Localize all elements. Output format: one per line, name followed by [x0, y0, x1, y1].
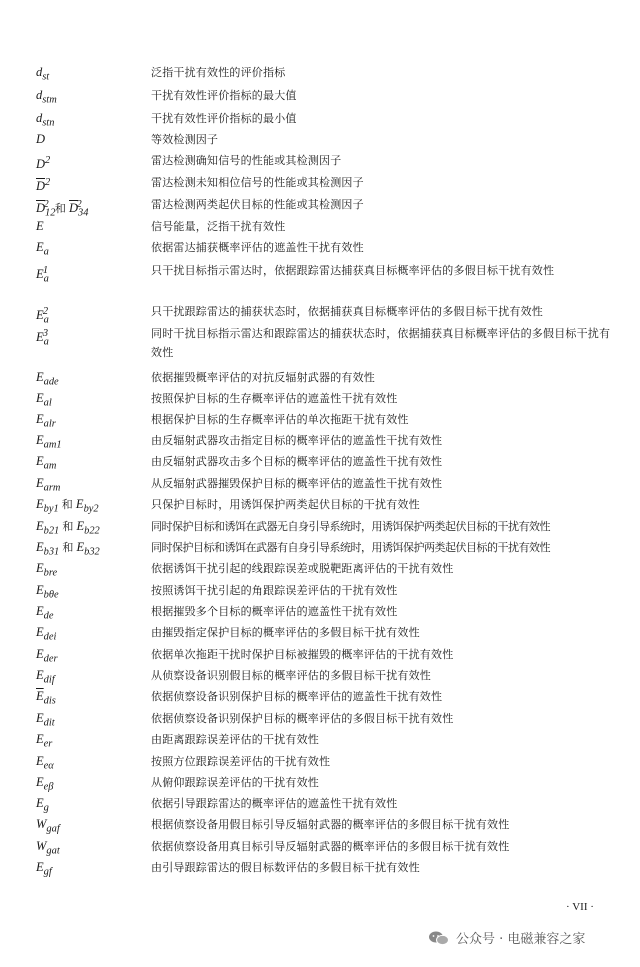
symbol: $E_{alr}$ — [36, 412, 56, 430]
description: 按照保护目标的生存概率评估的遮盖性干扰有效性 — [151, 392, 398, 405]
symbol: $E_{al}$ — [36, 391, 52, 409]
description: 根据摧毁多个目标的概率评估的遮盖性干扰有效性 — [151, 605, 398, 618]
symbol: $d_{stn}$ — [36, 111, 55, 129]
description: 按照诱饵干扰引起的角跟踪误差评估的干扰有效性 — [151, 584, 398, 597]
description: 雷达检测确知信号的性能或其检测因子 — [151, 154, 342, 167]
description: 由反辐射武器攻击指定目标的概率评估的遮盖性干扰有效性 — [151, 434, 443, 447]
watermark-text: 公众号 · 电磁兼容之家 — [456, 932, 586, 947]
description: 只干扰跟踪雷达的捕获状态时，依据捕获真目标概率评估的多假目标干扰有效性 — [151, 305, 543, 318]
description: 由引导跟踪雷达的假目标数评估的多假目标干扰有效性 — [151, 861, 420, 874]
symbol: $D^2$ — [36, 155, 51, 172]
description: 干扰有效性评价指标的最小值 — [151, 112, 297, 125]
symbol: $E_{arm}$ — [36, 476, 61, 494]
description: 根据侦察设备用假目标引导反辐射武器的概率评估的多假目标干扰有效性 — [151, 818, 510, 831]
symbol: $E_{der}$ — [36, 647, 58, 665]
description: 雷达检测未知相位信号的性能或其检测因子 — [151, 176, 364, 189]
wechat-icon — [428, 930, 450, 946]
description: 依据雷达捕获概率评估的遮盖性干扰有效性 — [151, 241, 364, 254]
description: 同时保护目标和诱饵在武器有自身引导系统时，用诱饵保护两类起伏目标的干扰有效性 — [151, 541, 550, 554]
description: 依据单次拖距干扰时保护目标被摧毁的概率评估的干扰有效性 — [151, 648, 454, 661]
symbol: $E_{b31}$ 和 $E_{b32}$ — [36, 540, 100, 558]
description: 依据诱饵干扰引起的线跟踪误差或脱靶距离评估的干扰有效性 — [151, 562, 454, 575]
symbol: $E_g$ — [36, 796, 49, 814]
symbol: $E_a^3$ — [36, 328, 49, 348]
description: 从侦察设备识别假目标的概率评估的多假目标干扰有效性 — [151, 669, 431, 682]
symbol: $d_{st}$ — [36, 65, 50, 83]
symbol: $E_{dei}$ — [36, 625, 57, 643]
symbol: $E_{e\alpha}$ — [36, 754, 54, 772]
symbol: D — [36, 132, 46, 146]
symbol: $E_a^2$ — [36, 306, 49, 326]
symbol: $E_{de}$ — [36, 604, 54, 622]
symbol: $E_{by1}$ 和 $E_{by2}$ — [36, 497, 99, 515]
page-number: · VII · — [566, 901, 594, 913]
symbol: $E_{b21}$ 和 $E_{b22}$ — [36, 519, 100, 537]
description: 从俯仰跟踪误差评估的干扰有效性 — [151, 776, 319, 789]
description: 信号能量，泛指干扰有效性 — [151, 220, 286, 233]
symbol: $\overline{E}_{dis}$ — [36, 689, 56, 707]
description: 雷达检测两类起伏目标的性能或其检测因子 — [151, 198, 364, 211]
description: 只干扰目标指示雷达时，依据跟踪雷达捕获真目标概率评估的多假目标干扰有效性 — [151, 264, 555, 277]
description: 干扰有效性评价指标的最大值 — [151, 89, 297, 102]
symbol: $E_{ade}$ — [36, 370, 59, 388]
description: 依据侦察设备识别保护目标的概率评估的多假目标干扰有效性 — [151, 712, 454, 725]
symbol: $E_{bre}$ — [36, 561, 58, 579]
symbol: $W_{gaf}$ — [36, 817, 60, 835]
description: 从反辐射武器摧毁保护目标的概率评估的遮盖性干扰有效性 — [151, 477, 443, 490]
description: 依据摧毁概率评估的对抗反辐射武器的有效性 — [151, 371, 375, 384]
symbol: $E_{b\theta e}$ — [36, 583, 59, 601]
description: 依据侦察设备用真目标引导反辐射武器的概率评估的多假目标干扰有效性 — [151, 840, 510, 853]
symbol: $E_{gf}$ — [36, 860, 52, 878]
description: 由摧毁指定保护目标的概率评估的多假目标干扰有效性 — [151, 626, 420, 639]
description: 同时干扰目标指示雷达和跟踪雷达的捕获状态时，依据捕获真目标概率评估的多假目标干扰有效性 — [151, 327, 611, 359]
description: 按照方位跟踪误差评估的干扰有效性 — [151, 755, 331, 768]
symbol: $W_{gat}$ — [36, 839, 60, 857]
description: 依据引导跟踪雷达的概率评估的遮盖性干扰有效性 — [151, 797, 398, 810]
description: 泛指干扰有效性的评价指标 — [151, 66, 286, 79]
symbol: E — [36, 219, 44, 233]
description: 由距离跟踪误差评估的干扰有效性 — [151, 733, 319, 746]
symbol: $E_a^1$ — [36, 265, 49, 285]
watermark — [428, 928, 585, 947]
symbol: $E_{e\beta}$ — [36, 775, 54, 793]
description: 等效检测因子 — [151, 133, 219, 146]
symbol: $\overline{D}_{12}^2$ 和 $\overline{D}_{34}^2$ — [36, 199, 89, 219]
symbol: $d_{stm}$ — [36, 88, 57, 106]
symbol: $E_{dit}$ — [36, 711, 55, 729]
symbol: $\overline{D}^2$ — [36, 177, 51, 194]
symbol: $E_{am}$ — [36, 454, 57, 472]
symbol: $E_{dif}$ — [36, 668, 55, 686]
symbol: $E_a$ — [36, 240, 49, 258]
description: 只保护目标时，用诱饵保护两类起伏目标的干扰有效性 — [151, 498, 420, 511]
description: 同时保护目标和诱饵在武器无自身引导系统时，用诱饵保护两类起伏目标的干扰有效性 — [151, 520, 550, 533]
description: 根据保护目标的生存概率评估的单次拖距干扰有效性 — [151, 413, 409, 426]
description: 由反辐射武器攻击多个目标的概率评估的遮盖性干扰有效性 — [151, 455, 443, 468]
symbol: $E_{er}$ — [36, 732, 53, 750]
description: 依据侦察设备识别保护目标的概率评估的遮盖性干扰有效性 — [151, 690, 443, 703]
symbol: $E_{am1}$ — [36, 433, 62, 451]
